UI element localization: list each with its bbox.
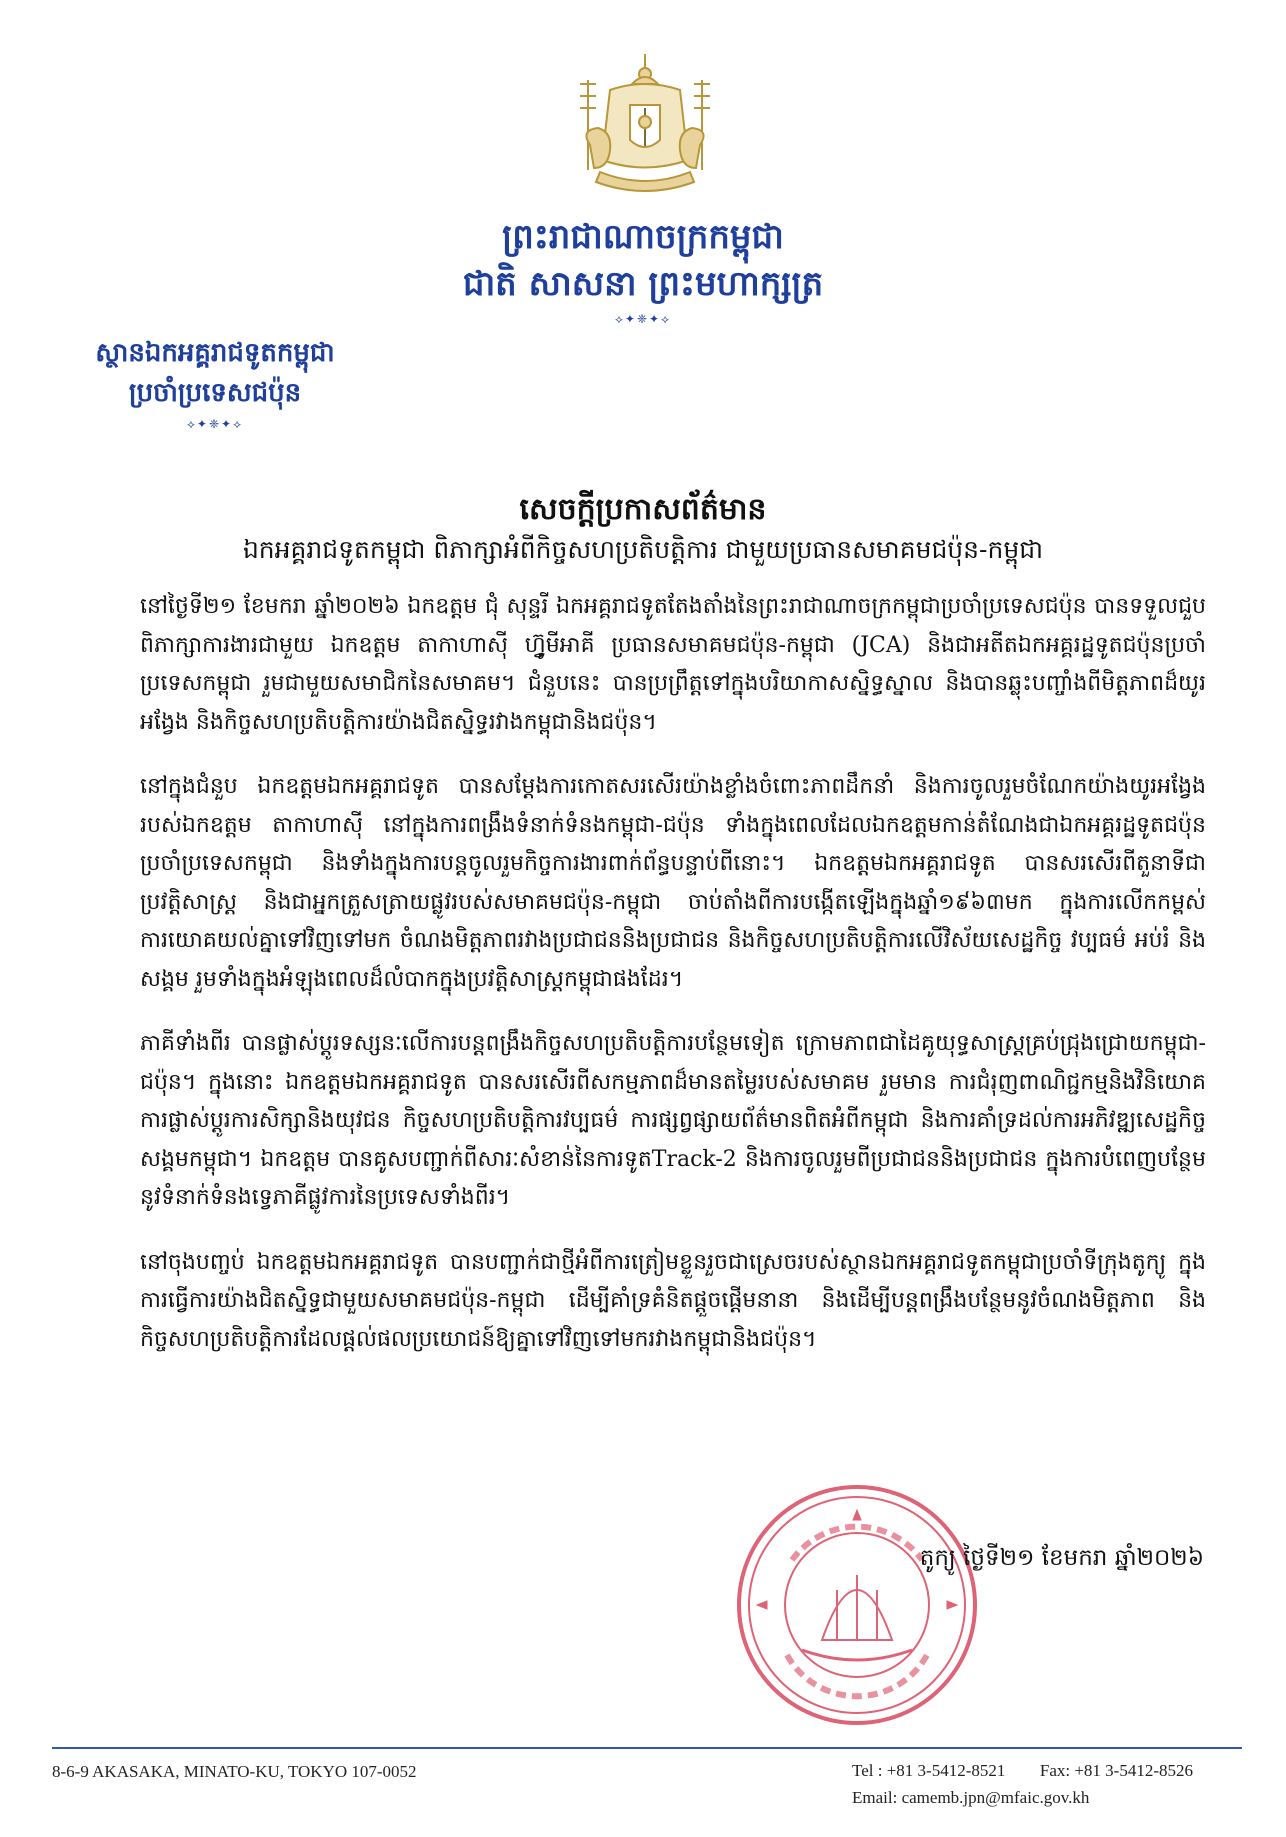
footer-address: 8-6-9 AKASAKA, MINATO-KU, TOKYO 107-0052 xyxy=(52,1762,417,1781)
body-paragraph: នៅថ្ងៃទី២១ ខែមករា ឆ្នាំ២០២៦ ឯកឧត្តម ជុំ សុន្ទរី ឯកអគ្គរាជទូតតែងតាំងនៃព្រះរាជាណាចក្រកម្ពុជាប្រចាំប្រទេសជប៉ុន បានទទួលជួបពិភាក្សាការងារជាមួយ ឯកឧត្តម តាកាហាស៊ី ហ្វ៊ូមីអាគី ប្រធានសមាគមជប៉ុន-កម្ពុជា (JCA) និងជាអតីតឯកអគ្គរដ្ឋទូតជប៉ុនប្រចាំប្រទេសកម្ពុជា រួមជាមួយសមាជិកនៃសមាគម។ ជំនួបនេះ បានប្រព្រឹត្តទៅក្នុងបរិយាកាសស្និទ្ធស្នាល និងបានឆ្លុះបញ្ចាំងពីមិត្តភាពដ៏យូរអង្វែង និងកិច្ចសហប្រតិបត្តិការយ៉ាងជិតស្និទ្ធរវាងកម្ពុជានិងជប៉ុន។ xyxy=(140,594,1206,735)
tel-label: Tel xyxy=(852,1761,874,1780)
footer-email-line xyxy=(852,1784,1193,1811)
document-subtitle: ឯកអគ្គរាជទូតកម្ពុជា ពិភាក្សាអំពីកិច្ចសហប្រតិបត្តិការ ជាមួយប្រធានសមាគមជប៉ុន-កម្ពុជា xyxy=(242,535,1044,564)
tel-value: : +81 3-5412-8521 xyxy=(877,1761,1006,1780)
header-ornament-divider: ⟡✦❈✦⟡ xyxy=(614,312,672,326)
footer-divider xyxy=(52,1747,1242,1749)
fax-label: Fax: xyxy=(1039,1761,1071,1780)
fax-value: +81 3-5412-8526 xyxy=(1074,1761,1194,1780)
footer-phone-fax-line xyxy=(852,1757,1193,1784)
body-paragraph: ភាគីទាំងពីរ បានផ្លាស់ប្តូរទស្សនៈលើការបន្តពង្រឹងកិច្ចសហប្រតិបត្តិការបន្ថែមទៀត ក្រោមភាពជាដៃគូយុទ្ធសាស្ត្រគ្រប់ជ្រុងជ្រោយកម្ពុជា-ជប៉ុន។ ក្នុងនោះ ឯកឧត្តមឯកអគ្គរាជទូត បានសរសើរពីសកម្មភាពដ៏មានតម្លៃរបស់សមាគម រួមមាន ការជំរុញពាណិជ្ជកម្មនិងវិនិយោគ ការផ្លាស់ប្តូរការសិក្សានិងយុវជន កិច្ចសហប្រតិបត្តិការវប្បធម៌ ការផ្សព្វផ្សាយព័ត៌មានពិតអំពីកម្ពុជា និងការគាំទ្រដល់ការអភិវឌ្ឍសេដ្ឋកិច្ចសង្គមកម្ពុជា។ ឯកឧត្តម បានគូសបញ្ជាក់ពីសារៈសំខាន់នៃការទូតTrack-2 និងការចូលរួមពីប្រជាជននិងប្រជាជន ក្នុងការបំពេញបន្ថែមនូវទំនាក់ទំនងទ្វេភាគីផ្លូវការនៃប្រទេសទាំងពីរ។ xyxy=(140,1031,1206,1210)
press-release-body xyxy=(140,588,1206,1385)
document-title: សេចក្តីប្រកាសព័ត៌មាន xyxy=(519,492,767,527)
embassy-name: ស្ថានឯកអគ្គរាជទូតកម្ពុជា xyxy=(95,338,335,368)
dateline: តូក្យូ ថ្ងៃទី២១ ខែមករា ឆ្នាំ២០២៦ xyxy=(919,1545,1204,1571)
body-paragraph: នៅក្នុងជំនួប ឯកឧត្តមឯកអគ្គរាជទូត បានសម្តែងការកោតសរសើរយ៉ាងខ្លាំងចំពោះភាពដឹកនាំ និងការចូលរួមចំណែកយ៉ាងយូរអង្វែងរបស់ឯកឧត្តម តាកាហាស៊ី នៅក្នុងការពង្រឹងទំនាក់ទំនងកម្ពុជា-ជប៉ុន ទាំងក្នុងពេលដែលឯកឧត្តមកាន់តំណែងជាឯកអគ្គរដ្ឋទូតជប៉ុនប្រចាំប្រទេសកម្ពុជា និងទាំងក្នុងការបន្តចូលរួមកិច្ចការងារពាក់ព័ន្ធបន្ទាប់ពីនោះ។ ឯកឧត្តមឯកអគ្គរាជទូត បានសរសើរពីតួនាទីជាប្រវត្តិសាស្ត្រ និងជាអ្នកត្រួសត្រាយផ្លូវរបស់សមាគមជប៉ុន-កម្ពុជា ចាប់តាំងពីការបង្កើតឡើងក្នុងឆ្នាំ១៩៦៣មក ក្នុងការលើកកម្ពស់ការយោគយល់គ្នាទៅវិញទៅមក ចំណងមិត្តភាពរវាងប្រជាជននិងប្រជាជន និងកិច្ចសហប្រតិបត្តិការលើវិស័យសេដ្ឋកិច្ច វប្បធម៌ អប់រំ និងសង្គម រួមទាំងក្នុងអំឡុងពេលដ៏លំបាកក្នុងប្រវត្តិសាស្ត្រកម្ពុជាផងដែរ។ xyxy=(140,774,1206,992)
national-motto: ជាតិ សាសនា ព្រះមហាក្សត្រ xyxy=(462,264,824,304)
embassy-location: ប្រចាំប្រទេសជប៉ុន xyxy=(128,378,302,408)
body-paragraph: នៅចុងបញ្ចប់ ឯកឧត្តមឯកអគ្គរាជទូត បានបញ្ជាក់ជាថ្មីអំពីការត្រៀមខ្លួនរួចជាស្រេចរបស់ស្ថានឯកអគ្គរាជទូតកម្ពុជាប្រចាំទីក្រុងតូក្យូ ក្នុងការធ្វើការយ៉ាងជិតស្និទ្ធជាមួយសមាគមជប៉ុន-កម្ពុជា ដើម្បីគាំទ្រគំនិតផ្តួចផ្តើមនានា និងដើម្បីបន្តពង្រឹងបន្ថែមនូវចំណងមិត្តភាព និងកិច្ចសហប្រតិបត្តិការដែលផ្តល់ផលប្រយោជន៍ឱ្យគ្នាទៅវិញទៅមករវាងកម្ពុជានិងជប៉ុន។ xyxy=(140,1249,1206,1352)
footer-contact xyxy=(852,1757,1193,1811)
email-value[interactable]: camemb.jpn@mfaic.gov.kh xyxy=(901,1788,1090,1807)
email-label: Email: xyxy=(852,1788,898,1807)
official-embassy-seal-stamp xyxy=(732,1480,982,1730)
kingdom-name: ព្រះរាជាណាចក្រកម្ពុជា xyxy=(502,217,784,257)
royal-coat-of-arms-emblem xyxy=(560,50,730,200)
embassy-ornament-divider: ⟡✦❈✦⟡ xyxy=(186,417,244,431)
